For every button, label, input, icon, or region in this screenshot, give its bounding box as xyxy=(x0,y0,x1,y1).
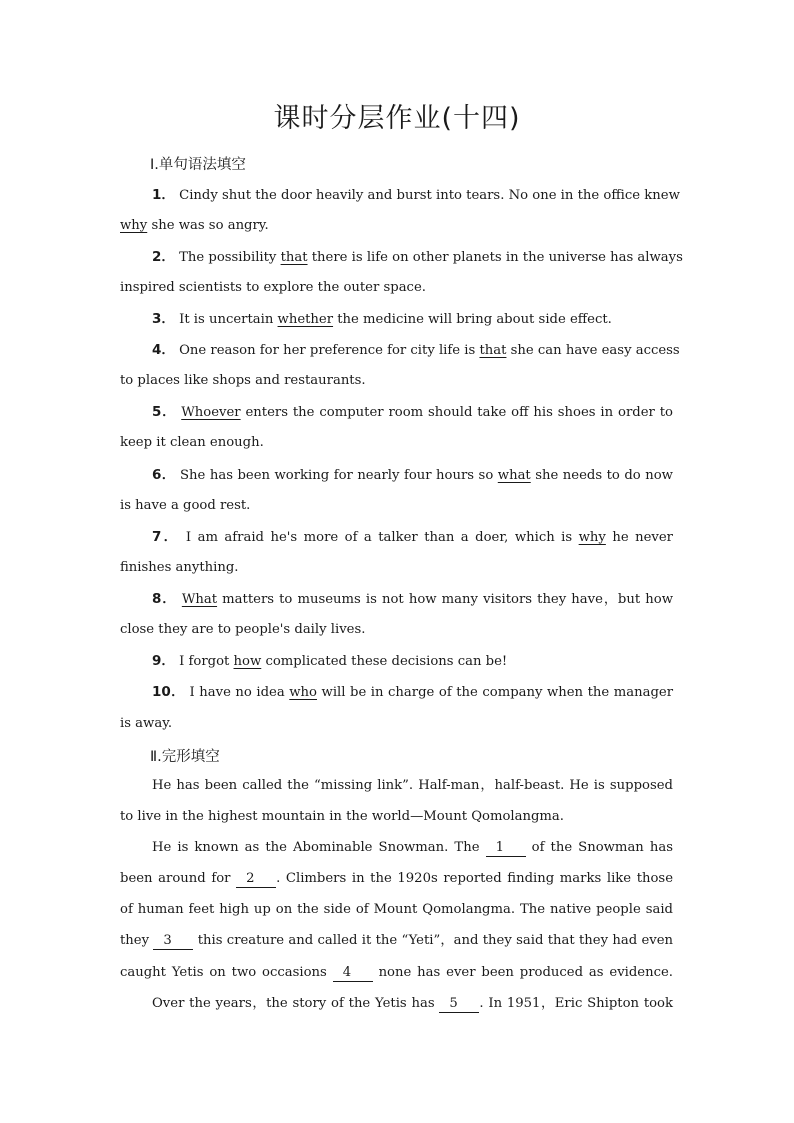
answer-fill: how xyxy=(233,654,262,669)
passage-text: Over the years，the story of the Yetis has xyxy=(152,996,435,1011)
answer-fill: what xyxy=(497,468,531,483)
question-line xyxy=(120,620,673,640)
answer-fill: that xyxy=(280,250,308,265)
cloze-blank-2: 2 xyxy=(236,871,276,888)
passage-text: they xyxy=(120,933,150,948)
question-text: I forgot xyxy=(179,654,230,669)
question-line xyxy=(152,340,680,361)
cloze-blank-5: 5 xyxy=(439,996,479,1013)
answer-fill: Whoever xyxy=(181,405,241,420)
cloze-blank-1: 1 xyxy=(486,840,526,857)
passage-line xyxy=(120,963,673,983)
answer-fill: that xyxy=(479,343,507,358)
passage-text: been around for xyxy=(120,871,231,886)
question-line xyxy=(152,309,673,330)
answer-fill: why xyxy=(120,218,148,233)
question-text: keep it clean enough. xyxy=(120,435,264,450)
passage-line: to live in the highest mountain in the world—Mount Qomolangma. xyxy=(120,809,564,824)
question-text: will be in charge of the company when the manager xyxy=(321,685,673,700)
question-text: close they are to people's daily lives. xyxy=(120,622,366,637)
page-title: 课时分层作业(十四) xyxy=(273,103,521,134)
question-number: 7． xyxy=(152,529,180,545)
passage-line xyxy=(120,931,673,951)
answer-fill: who xyxy=(289,685,317,700)
passage-text: none has ever been produced as evidence. xyxy=(378,965,673,980)
question-text: The possibility xyxy=(179,250,277,265)
question-number: 6． xyxy=(152,467,176,483)
question-text: to places like shops and restaurants. xyxy=(120,373,366,388)
answer-fill: What xyxy=(181,592,218,607)
question-line xyxy=(120,433,673,453)
passage-line: He has been called the “missing link”. Half-man，half-beast. He is supposed xyxy=(152,778,673,793)
question-number: 2． xyxy=(152,249,175,265)
question-text: she can have easy access xyxy=(510,343,680,358)
question-line xyxy=(120,216,673,236)
question-text: One reason for her preference for city life is xyxy=(179,343,476,358)
passage-line xyxy=(152,994,673,1014)
question-line xyxy=(152,527,673,548)
question-text: Cindy shut the door heavily and burst into tears. No one in the office knew xyxy=(179,188,680,203)
question-line xyxy=(152,402,673,423)
question-line xyxy=(120,371,673,391)
question-line xyxy=(152,682,673,703)
section-heading-grammar: Ⅰ.单句语法填空 xyxy=(150,157,246,173)
question-text: I have no idea xyxy=(189,685,285,700)
question-text: It is uncertain xyxy=(179,312,274,327)
section-heading-cloze: Ⅱ.完形填空 xyxy=(150,749,220,765)
answer-fill: whether xyxy=(277,312,334,327)
question-line xyxy=(120,714,673,734)
passage-line xyxy=(152,838,673,858)
question-number: 3． xyxy=(152,311,175,327)
question-text: I am afraid he's more of a talker than a doer, which is xyxy=(185,530,573,545)
passage-text: this creature and called it the “Yeti”，and they said that they had even xyxy=(197,933,673,948)
question-line xyxy=(120,558,673,578)
question-number: 5． xyxy=(152,404,177,420)
passage-text: . Climbers in the 1920s reported finding marks like those xyxy=(276,871,674,886)
question-text: enters the computer room should take off his shoes in order to xyxy=(245,405,673,420)
passage-text: of the Snowman has xyxy=(531,840,673,855)
question-line xyxy=(120,496,673,516)
cloze-blank-3: 3 xyxy=(153,933,193,950)
question-text: She has been working for nearly four hours so xyxy=(180,468,494,483)
answer-fill: why xyxy=(578,530,606,545)
question-text: complicated these decisions can be! xyxy=(265,654,508,669)
question-number: 1． xyxy=(152,187,175,203)
question-text: the medicine will bring about side effect. xyxy=(337,312,612,327)
question-text: matters to museums is not how many visitors they have，but how xyxy=(222,592,673,607)
passage-text: caught Yetis on two occasions xyxy=(120,965,327,980)
question-number: 9． xyxy=(152,653,175,669)
question-line xyxy=(152,465,673,486)
question-text: finishes anything. xyxy=(120,560,239,575)
passage-text: . In 1951，Eric Shipton took xyxy=(479,996,673,1011)
question-line xyxy=(152,651,673,672)
question-text: he never xyxy=(612,530,673,545)
question-text: she was so angry. xyxy=(151,218,269,233)
question-text: she needs to do now xyxy=(535,468,673,483)
question-text: is have a good rest. xyxy=(120,498,251,513)
question-line xyxy=(152,185,680,206)
passage-text: He is known as the Abominable Snowman. The xyxy=(152,840,480,855)
passage-line: of human feet high up on the side of Mount Qomolangma. The native people said xyxy=(120,902,673,917)
cloze-blank-4: 4 xyxy=(333,965,373,982)
question-line xyxy=(152,247,683,268)
question-text: is away. xyxy=(120,716,173,731)
passage-line xyxy=(120,869,673,889)
question-line xyxy=(152,589,673,610)
question-text: inspired scientists to explore the outer space. xyxy=(120,280,426,295)
question-text: there is life on other planets in the universe has always xyxy=(311,250,683,265)
question-number: 4． xyxy=(152,342,175,358)
question-number: 10． xyxy=(152,684,185,700)
question-number: 8． xyxy=(152,591,177,607)
question-line xyxy=(120,278,673,298)
